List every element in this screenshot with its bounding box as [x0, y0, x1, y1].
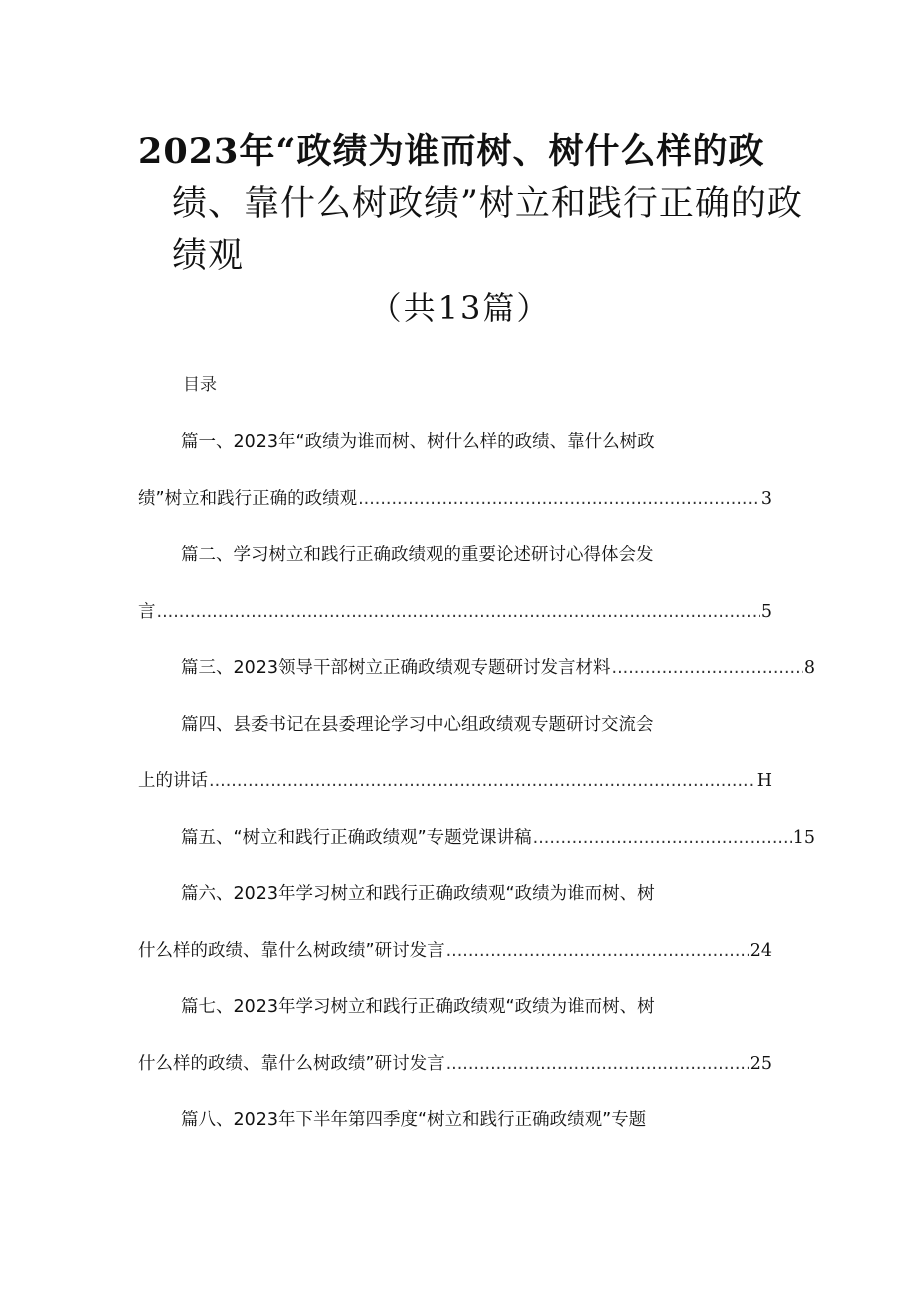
toc-entry-text: 篇二、学习树立和践行正确政绩观的重要论述研讨心得体会发 [181, 545, 654, 565]
toc-entry[interactable] [138, 816, 815, 873]
toc-leader-dots [446, 1042, 749, 1086]
toc-page-number: 8 [803, 658, 815, 678]
toc-entry[interactable] [138, 533, 778, 590]
document-subtitle: （共13篇） [369, 289, 551, 327]
toc-entry[interactable] [138, 759, 772, 816]
title-line-3: 绩观 [172, 236, 245, 276]
document-title [138, 126, 803, 282]
toc-entry[interactable] [138, 872, 778, 929]
toc-page-number: 25 [749, 1053, 772, 1074]
toc-leader-dots [209, 759, 756, 803]
toc-leader-dots [612, 646, 803, 690]
toc-page-number: 3 [760, 488, 772, 509]
toc-entry-text: 什么样的政绩、靠什么树政绩”研讨发言 [138, 940, 445, 961]
toc-leader-dots [157, 590, 760, 634]
toc-entry[interactable] [138, 929, 772, 986]
toc-entry-text: 言 [138, 601, 156, 622]
toc-entry[interactable] [138, 646, 815, 703]
toc-entry-text: 绩”树立和践行正确的政绩观 [138, 488, 358, 509]
toc-entry-text: 什么样的政绩、靠什么树政绩”研讨发言 [138, 1053, 445, 1074]
toc-entry[interactable] [138, 1042, 772, 1099]
toc-entry-text: 篇一、2023年“政绩为谁而树、树什么样的政绩、靠什么树政 [181, 432, 655, 452]
toc-entry-text: 篇三、2023领导干部树立正确政绩观专题研讨发言材料 [181, 658, 611, 678]
toc-heading: 目录 [183, 375, 217, 395]
toc-leader-dots [533, 816, 792, 860]
toc-entry[interactable] [138, 703, 778, 760]
toc-leader-dots [358, 477, 760, 521]
toc-entry-text: 篇八、2023年下半年第四季度“树立和践行正确政绩观”专题 [181, 1110, 647, 1130]
table-of-contents [138, 420, 815, 1155]
toc-entry[interactable] [138, 477, 772, 534]
toc-leader-dots [446, 929, 749, 973]
toc-entry-text: 篇四、县委书记在县委理论学习中心组政绩观专题研讨交流会 [181, 714, 654, 735]
toc-page-number: H [756, 771, 772, 791]
toc-entry-text: 篇五、“树立和践行正确政绩观”专题党课讲稿 [181, 827, 532, 848]
title-line-2: 绩、靠什么树政绩”树立和践行正确的政 [172, 184, 803, 224]
toc-page-number: 24 [749, 940, 772, 961]
title-line-1: 2023年“政绩为谁而树、树什么样的政 [138, 131, 765, 172]
toc-entry-text: 上的讲话 [138, 771, 208, 791]
toc-entry[interactable] [138, 985, 778, 1042]
toc-page-number: 15 [792, 827, 815, 848]
toc-entry[interactable] [138, 590, 772, 647]
toc-entry-text: 篇七、2023年学习树立和践行正确政绩观“政绩为谁而树、树 [181, 997, 655, 1017]
toc-entry-text: 篇六、2023年学习树立和践行正确政绩观“政绩为谁而树、树 [181, 884, 655, 904]
toc-page-number: 5 [760, 601, 772, 622]
toc-entry[interactable] [138, 1098, 778, 1155]
toc-entry[interactable] [138, 420, 778, 477]
